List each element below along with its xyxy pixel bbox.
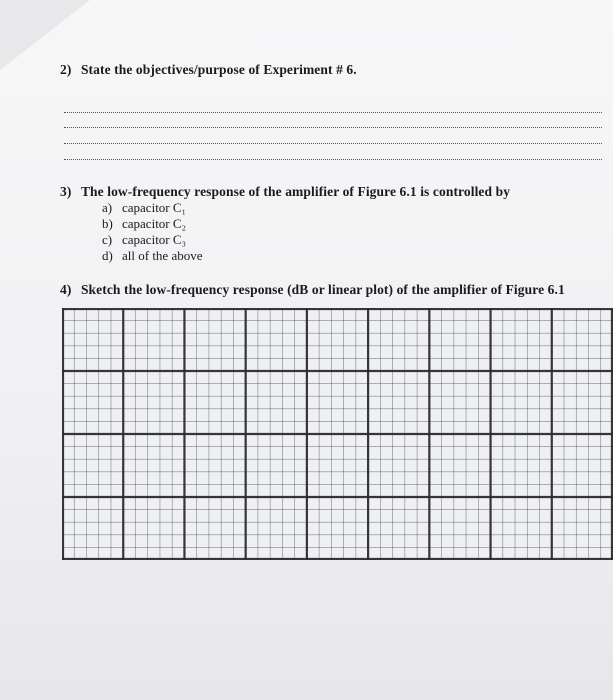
option-c-letter: c) [102, 232, 113, 247]
answer-line-4[interactable] [64, 159, 602, 160]
option-a-letter: a) [102, 200, 113, 215]
question-4-text: Sketch the low-frequency response (dB or linear plot) of the amplifier of Figure 6.1 [80, 282, 565, 297]
option-b[interactable] [102, 216, 186, 232]
graph-paper-grid[interactable] [62, 308, 613, 560]
page-fold-shadow [0, 0, 90, 70]
question-3-text: The low-frequency response of the amplifier of Figure 6.1 is controlled by [80, 184, 511, 199]
option-a-text: capacitor C₁ [122, 200, 187, 215]
option-d-letter: d) [102, 248, 113, 263]
answer-line-3[interactable] [64, 143, 602, 144]
question-4 [60, 282, 565, 298]
option-c-text: capacitor C₃ [122, 232, 187, 247]
option-d-text: all of the above [122, 248, 203, 263]
option-a[interactable] [102, 200, 186, 216]
question-2-number: 2) [60, 62, 72, 77]
option-c[interactable] [102, 232, 186, 248]
question-3 [60, 184, 510, 200]
answer-line-1[interactable] [64, 112, 602, 113]
answer-line-2[interactable] [64, 127, 602, 128]
question-2 [60, 62, 357, 78]
question-2-text: State the objectives/purpose of Experiment # 6. [80, 62, 357, 77]
question-4-number: 4) [60, 282, 72, 297]
option-d[interactable] [102, 248, 203, 264]
option-b-letter: b) [102, 216, 113, 231]
question-3-number: 3) [60, 184, 72, 199]
option-b-text: capacitor C₂ [122, 216, 187, 231]
